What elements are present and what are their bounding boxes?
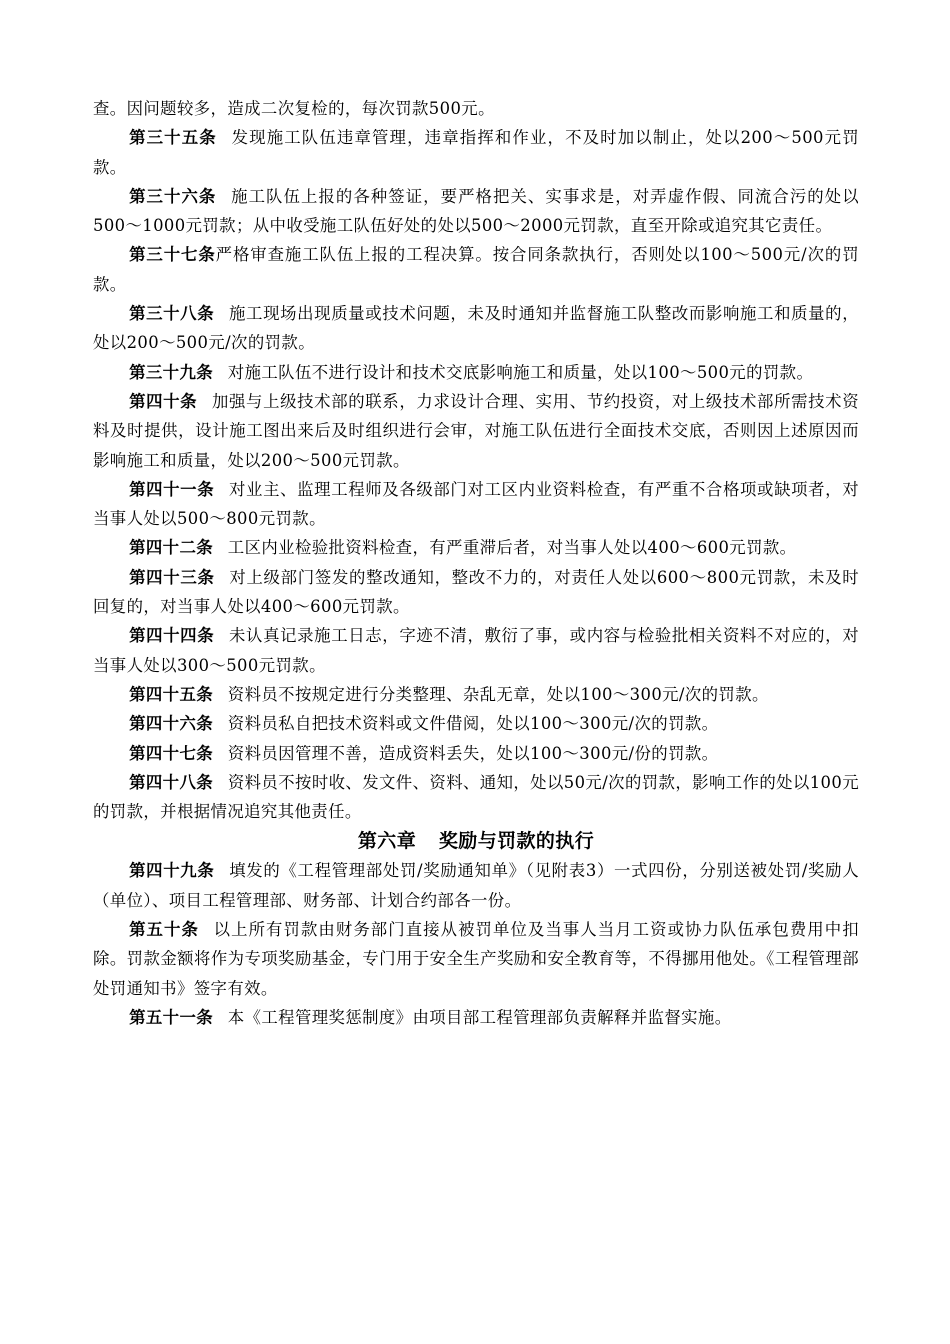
article-title: 第四十七条 [129,743,214,763]
article-44 [93,621,859,680]
chapter-number: 第六章 [357,830,417,853]
article-title: 第四十条 [129,391,198,411]
articles-section-2 [93,856,859,1032]
article-36 [93,182,859,241]
article-text: 资料员因管理不善，造成资料丢失，处以100～300元/份的罚款。 [227,743,719,763]
article-text: 严格审查施工队伍上报的工程决算。按合同条款执行，否则处以100～500元/次的罚款。 [93,245,859,294]
article-title: 第三十六条 [129,186,217,206]
article-text: 施工现场出现质量或技术问题，未及时通知并监督施工队整改而影响施工和质量的，处以200～500元/次的罚款。 [93,304,859,353]
article-42 [93,533,859,562]
article-40 [93,387,859,475]
article-title: 第四十九条 [129,861,215,881]
articles-section-1 [93,123,859,826]
article-title: 第三十五条 [129,128,217,148]
article-text: 资料员不按规定进行分类整理、杂乱无章，处以100～300元/次的罚款。 [227,684,769,704]
article-title: 第四十一条 [129,479,215,499]
article-title: 第四十二条 [129,538,214,558]
chapter-heading [93,826,859,856]
article-title: 第四十四条 [129,626,215,646]
opening-line: 查。因问题较多，造成二次复检的，每次罚款500元。 [93,99,495,118]
article-text: 资料员私自把技术资料或文件借阅，处以100～300元/次的罚款。 [227,714,719,734]
article-title: 第五十条 [129,920,199,940]
article-text: 对施工队伍不进行设计和技术交底影响施工和质量，处以100～500元的罚款。 [227,362,814,382]
article-51 [93,1003,859,1032]
article-title: 第四十六条 [129,714,214,734]
article-49 [93,856,859,915]
article-title: 第三十八条 [129,304,215,324]
article-38 [93,299,859,358]
article-text: 施工队伍上报的各种签证，要严格把关、实事求是，对弄虚作假、同流合污的处以500～1000元罚款；从中收受施工队伍好处的处以500～2000元罚款，直至开除或追究其它责任。 [93,186,859,236]
article-text: 对业主、监理工程师及各级部门对工区内业资料检查，有严重不合格项或缺项者，对当事人处以500～800元罚款。 [93,479,859,529]
article-39 [93,358,859,387]
article-46 [93,709,859,738]
article-text: 资料员不按时收、发文件、资料、通知，处以50元/次的罚款，影响工作的处以100元的罚款，并根据情况追究其他责任。 [93,772,860,822]
article-title: 第四十三条 [129,567,215,587]
article-48 [93,768,859,827]
article-title: 第四十八条 [129,772,214,792]
article-45 [93,680,859,709]
article-title: 第三十九条 [129,362,214,382]
article-43 [93,563,859,622]
article-35 [93,123,859,182]
article-text: 工区内业检验批资料检查，有严重滞后者，对当事人处以400～600元罚款。 [227,538,797,558]
article-title: 第四十五条 [129,684,214,704]
article-text: 本《工程管理奖惩制度》由项目部工程管理部负责解释并监督实施。 [227,1007,732,1027]
article-title: 第三十七条 [129,245,216,265]
article-text: 对上级部门签发的整改通知，整改不力的，对责任人处以600～800元罚款，未及时回复的，对当事人处以400～600元罚款。 [93,567,859,617]
article-41 [93,475,859,534]
article-47 [93,739,859,768]
article-title: 第五十一条 [129,1007,214,1027]
article-50 [93,915,859,1003]
article-text: 加强与上级技术部的联系，力求设计合理、实用、节约投资，对上级技术部所需技术资料及时提供，设计施工图出来后及时组织进行会审，对施工队伍进行全面技术交底，否则因上述原因而影响施工和质量，处以200～500元罚款。 [93,391,859,470]
article-text: 未认真记录施工日志，字迹不清，敷衍了事，或内容与检验批相关资料不对应的，对当事人处以300～500元罚款。 [93,626,859,675]
document-page [93,94,859,1032]
article-text: 填发的《工程管理部处罚/奖励通知单》（见附表3）一式四份，分别送被处罚/奖励人（单位）、项目工程管理部、财务部、计划合约部各一份。 [93,861,860,910]
chapter-title: 奖励与罚款的执行 [438,830,595,853]
article-text: 以上所有罚款由财务部门直接从被罚单位及当事人当月工资或协力队伍承包费用中扣除。罚款金额将作为专项奖励基金，专门用于安全生产奖励和安全教育等，不得挪用他处。《工程管理部处罚通知书》签字有效。 [93,920,859,998]
article-text: 发现施工队伍违章管理，违章指挥和作业，不及时加以制止，处以200～500元罚款。 [93,128,859,177]
article-37 [93,240,859,299]
